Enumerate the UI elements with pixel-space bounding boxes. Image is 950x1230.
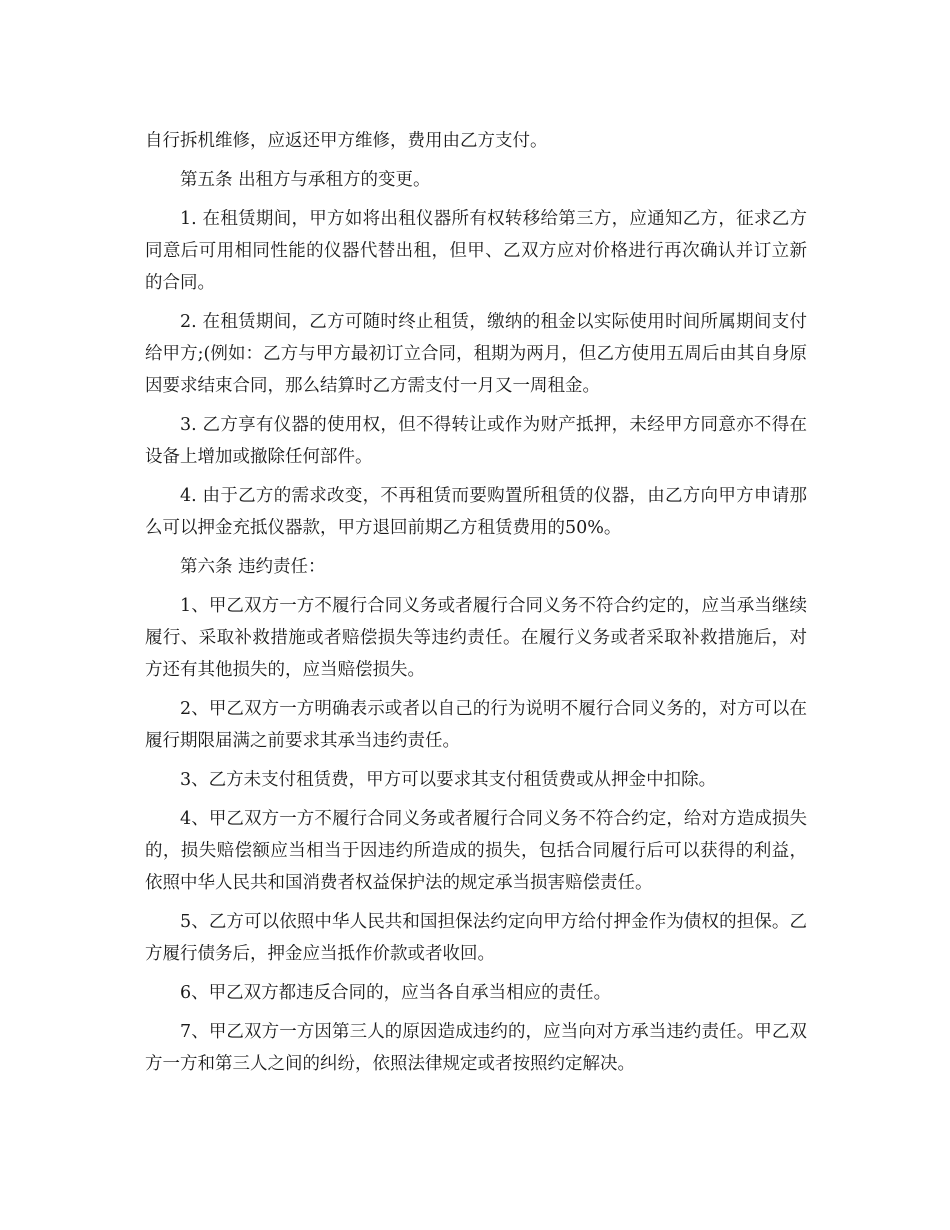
article-5-clause-1: 1. 在租赁期间，甲方如将出租仪器所有权转移给第三方，应通知乙方，征求乙方同意后可用相同性能的仪器代替出租，但甲、乙双方应对价格进行再次确认并订立新的合同。 (145, 209, 807, 293)
article-6-clause-6: 6、甲乙双方都违反合同的，应当各自承当相应的责任。 (180, 983, 612, 1003)
article-5-clause-3: 3. 乙方享有仪器的使用权，但不得转让或作为财产抵押，未经甲方同意亦不得在设备上增加或撤除任何部件。 (145, 415, 807, 467)
article-5-heading: 第五条 出租方与承租方的变更。 (180, 170, 431, 190)
document-body (145, 125, 807, 1087)
article-6-clause-1: 1、甲乙双方一方不履行合同义务或者履行合同义务不符合约定的，应当承当继续履行、采取补救措施或者赔偿损失等违约责任。在履行义务或者采取补救措施后，对方还有其他损失的，应当赔偿损失。 (145, 596, 807, 680)
article-5-clause-2: 2. 在租赁期间，乙方可随时终止租赁，缴纳的租金以实际使用时间所属期间支付给甲方;(例如：乙方与甲方最初订立合同，租期为两月，但乙方使用五周后由其自身原因要求结束合同，那么结算时乙方需支付一月又一周租金。 (145, 312, 807, 396)
paragraph-continuation: 自行拆机维修，应返还甲方维修，费用由乙方支付。 (145, 131, 548, 151)
article-6-heading: 第六条 违约责任： (180, 557, 326, 577)
article-6-clause-4: 4、甲乙双方一方不履行合同义务或者履行合同义务不符合约定，给对方造成损失的，损失赔偿额应当相当于因违约所造成的损失，包括合同履行后可以获得的利益，依照中华人民共和国消费者权益保护法的规定承当损害赔偿责任。 (145, 809, 807, 893)
article-6-clause-5: 5、乙方可以依照中华人民共和国担保法约定向甲方给付押金作为债权的担保。乙方履行债务后，押金应当抵作价款或者收回。 (145, 912, 807, 964)
article-6-clause-2: 2、甲乙双方一方明确表示或者以自己的行为说明不履行合同义务的，对方可以在履行期限届满之前要求其承当违约责任。 (145, 699, 807, 751)
article-5-clause-4: 4. 由于乙方的需求改变，不再租赁而要购置所租赁的仪器，由乙方向甲方申请那么可以押金充抵仪器款，甲方退回前期乙方租赁费用的50%。 (145, 486, 807, 538)
article-6-clause-7: 7、甲乙双方一方因第三人的原因造成违约的，应当向对方承当违约责任。甲乙双方一方和第三人之间的纠纷，依照法律规定或者按照约定解决。 (145, 1022, 807, 1074)
article-6-clause-3: 3、乙方未支付租赁费，甲方可以要求其支付租赁费或从押金中扣除。 (180, 770, 717, 790)
